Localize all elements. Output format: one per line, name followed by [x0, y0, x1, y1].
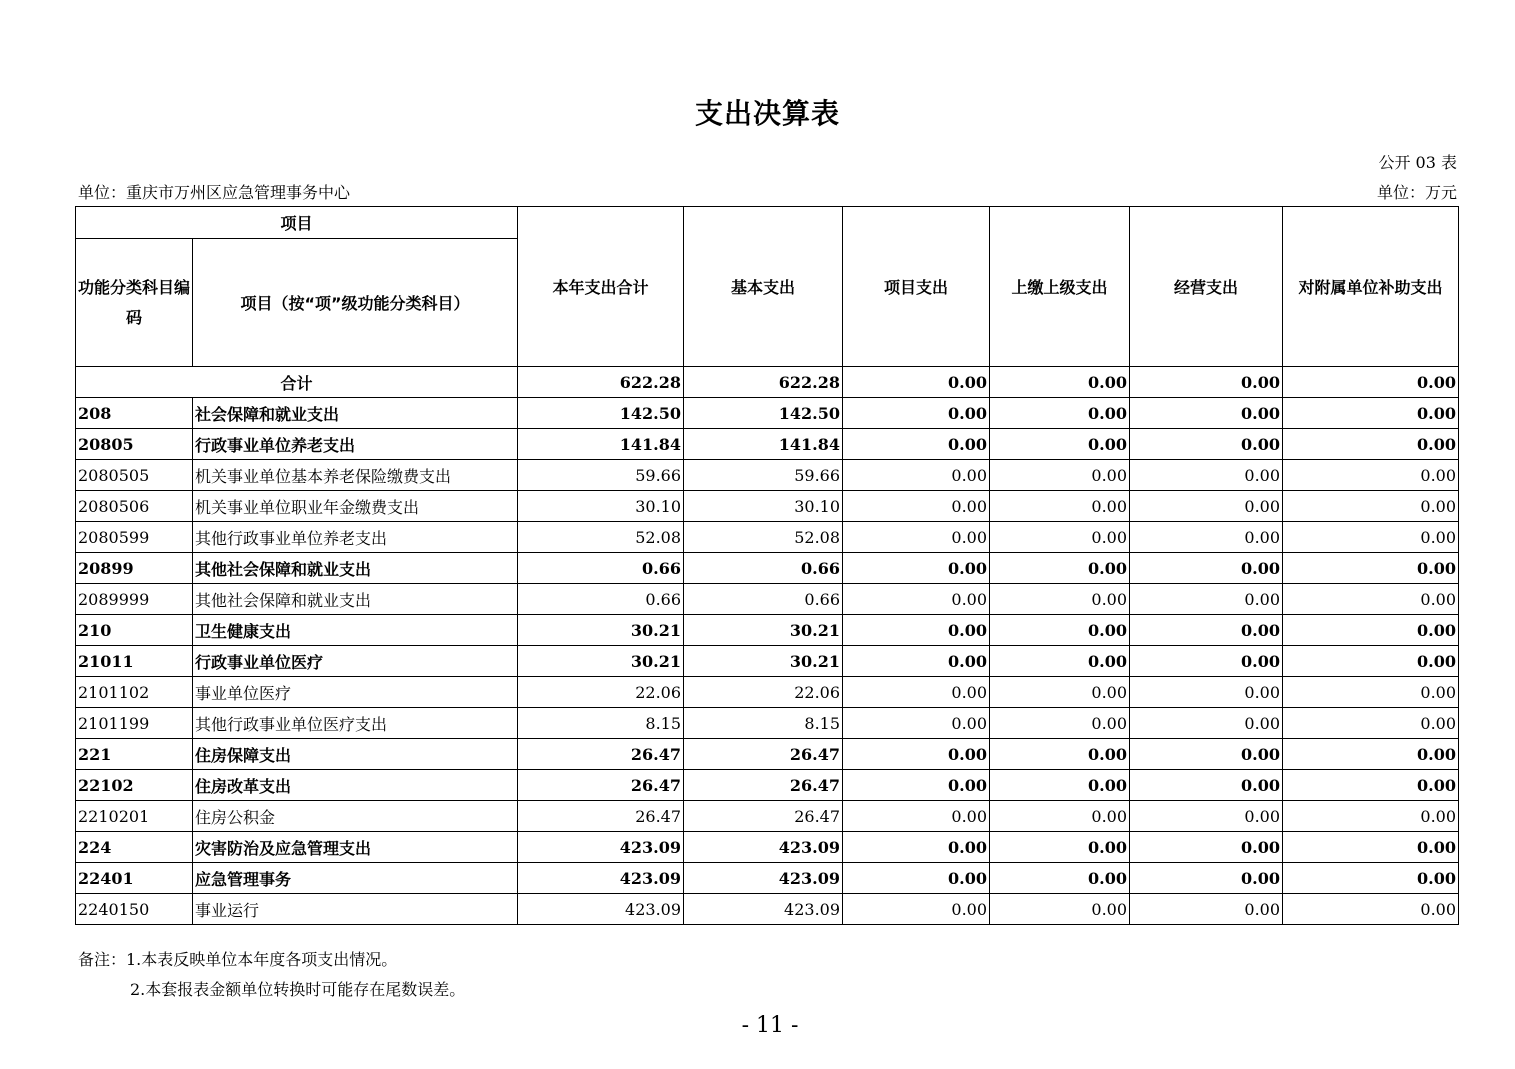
row-value: 8.15 [518, 708, 684, 739]
row-name: 其他社会保障和就业支出 [193, 553, 518, 584]
table-row [76, 615, 1459, 646]
row-value: 0.00 [990, 584, 1130, 615]
row-value: 0.00 [990, 491, 1130, 522]
row-name: 其他行政事业单位养老支出 [193, 522, 518, 553]
row-value: 0.00 [1130, 739, 1283, 770]
row-value: 0.66 [518, 553, 684, 584]
table-row [76, 522, 1459, 553]
row-code: 21011 [76, 646, 193, 677]
row-value: 0.00 [843, 894, 990, 925]
row-value: 0.00 [990, 708, 1130, 739]
total-value: 622.28 [518, 367, 684, 398]
header-subsidy: 对附属单位补助支出 [1283, 207, 1459, 367]
table-row [76, 708, 1459, 739]
row-value: 0.66 [684, 553, 843, 584]
total-row [76, 367, 1459, 398]
row-value: 0.00 [843, 615, 990, 646]
row-value: 30.21 [684, 646, 843, 677]
total-value: 0.00 [990, 367, 1130, 398]
row-code: 20899 [76, 553, 193, 584]
row-value: 0.00 [990, 615, 1130, 646]
row-value: 0.00 [1283, 646, 1459, 677]
row-value: 0.00 [990, 522, 1130, 553]
row-name: 机关事业单位职业年金缴费支出 [193, 491, 518, 522]
note-line-1: 备注：1.本表反映单位本年度各项支出情况。 [78, 950, 398, 969]
row-value: 8.15 [684, 708, 843, 739]
row-value: 0.00 [1283, 460, 1459, 491]
header-business: 经营支出 [1130, 207, 1283, 367]
row-name: 事业单位医疗 [193, 677, 518, 708]
row-value: 0.00 [843, 584, 990, 615]
row-value: 0.00 [990, 429, 1130, 460]
table-row [76, 398, 1459, 429]
row-value: 26.47 [518, 739, 684, 770]
row-code: 20805 [76, 429, 193, 460]
table-row [76, 739, 1459, 770]
row-value: 0.00 [843, 429, 990, 460]
row-code: 2101102 [76, 677, 193, 708]
row-value: 0.00 [990, 460, 1130, 491]
row-value: 0.00 [1130, 398, 1283, 429]
row-value: 26.47 [518, 770, 684, 801]
row-value: 22.06 [518, 677, 684, 708]
row-value: 0.00 [990, 863, 1130, 894]
row-value: 0.00 [1283, 584, 1459, 615]
row-value: 0.00 [1130, 801, 1283, 832]
unit-currency: 单位：万元 [1376, 183, 1457, 202]
row-value: 0.66 [684, 584, 843, 615]
row-code: 2101199 [76, 708, 193, 739]
row-value: 0.00 [843, 491, 990, 522]
row-value: 0.00 [990, 677, 1130, 708]
row-value: 0.00 [1130, 584, 1283, 615]
row-value: 59.66 [518, 460, 684, 491]
row-value: 0.00 [1130, 770, 1283, 801]
expenditure-table [75, 206, 1459, 925]
row-name: 住房公积金 [193, 801, 518, 832]
row-value: 26.47 [684, 801, 843, 832]
row-code: 22102 [76, 770, 193, 801]
row-value: 0.00 [1283, 615, 1459, 646]
row-value: 30.10 [684, 491, 843, 522]
row-value: 0.00 [843, 708, 990, 739]
row-value: 0.00 [1130, 646, 1283, 677]
table-row [76, 429, 1459, 460]
table-row [76, 770, 1459, 801]
row-value: 0.00 [1283, 522, 1459, 553]
page-title: 支出决算表 [694, 97, 840, 130]
row-value: 0.00 [1283, 770, 1459, 801]
row-value: 26.47 [684, 770, 843, 801]
row-value: 0.00 [1283, 863, 1459, 894]
table-row [76, 801, 1459, 832]
unit-organization: 单位：重庆市万州区应急管理事务中心 [78, 183, 351, 202]
table-row [76, 832, 1459, 863]
row-value: 0.00 [843, 801, 990, 832]
header-project-expenditure: 项目支出 [843, 207, 990, 367]
row-value: 0.00 [843, 739, 990, 770]
header-code: 功能分类科目编码 [76, 239, 193, 367]
header-basic: 基本支出 [684, 207, 843, 367]
row-name: 行政事业单位养老支出 [193, 429, 518, 460]
row-name: 灾害防治及应急管理支出 [193, 832, 518, 863]
row-value: 0.00 [843, 646, 990, 677]
row-value: 0.00 [843, 863, 990, 894]
row-value: 0.00 [1130, 894, 1283, 925]
row-value: 423.09 [684, 832, 843, 863]
row-code: 2080506 [76, 491, 193, 522]
row-code: 22401 [76, 863, 193, 894]
row-code: 2080599 [76, 522, 193, 553]
row-value: 22.06 [684, 677, 843, 708]
row-value: 0.00 [990, 770, 1130, 801]
row-code: 2089999 [76, 584, 193, 615]
note-line-2: 2.本套报表金额单位转换时可能存在尾数误差。 [130, 980, 466, 999]
row-value: 26.47 [518, 801, 684, 832]
row-value: 0.00 [1130, 522, 1283, 553]
row-value: 0.00 [1130, 429, 1283, 460]
row-name: 卫生健康支出 [193, 615, 518, 646]
table-row [76, 894, 1459, 925]
row-value: 0.00 [990, 646, 1130, 677]
total-label: 合计 [76, 367, 518, 398]
row-name: 住房保障支出 [193, 739, 518, 770]
row-name: 应急管理事务 [193, 863, 518, 894]
row-value: 30.21 [684, 615, 843, 646]
row-value: 0.00 [1130, 615, 1283, 646]
row-value: 0.00 [1130, 677, 1283, 708]
table-row [76, 553, 1459, 584]
row-value: 52.08 [684, 522, 843, 553]
row-value: 59.66 [684, 460, 843, 491]
row-value: 0.00 [1130, 460, 1283, 491]
row-value: 26.47 [684, 739, 843, 770]
row-value: 0.00 [843, 398, 990, 429]
row-name: 行政事业单位医疗 [193, 646, 518, 677]
row-value: 423.09 [684, 894, 843, 925]
notes [78, 945, 465, 1005]
row-value: 0.00 [843, 832, 990, 863]
row-value: 0.00 [1130, 553, 1283, 584]
row-value: 0.00 [843, 770, 990, 801]
total-value: 0.00 [1130, 367, 1283, 398]
row-value: 0.00 [1283, 553, 1459, 584]
row-name: 事业运行 [193, 894, 518, 925]
row-code: 221 [76, 739, 193, 770]
row-value: 423.09 [518, 863, 684, 894]
table-row [76, 491, 1459, 522]
row-value: 0.00 [1283, 739, 1459, 770]
header-name: 项目（按“项”级功能分类科目） [193, 239, 518, 367]
row-name: 其他社会保障和就业支出 [193, 584, 518, 615]
row-value: 423.09 [518, 894, 684, 925]
row-code: 2240150 [76, 894, 193, 925]
row-value: 0.00 [990, 894, 1130, 925]
table-row [76, 460, 1459, 491]
row-value: 0.00 [1283, 894, 1459, 925]
row-value: 0.00 [843, 460, 990, 491]
row-value: 141.84 [684, 429, 843, 460]
row-value: 0.00 [990, 553, 1130, 584]
total-value: 0.00 [843, 367, 990, 398]
table-row [76, 646, 1459, 677]
row-value: 423.09 [684, 863, 843, 894]
row-code: 224 [76, 832, 193, 863]
row-value: 0.00 [1283, 398, 1459, 429]
row-value: 0.00 [1130, 832, 1283, 863]
row-value: 0.00 [1283, 801, 1459, 832]
row-name: 其他行政事业单位医疗支出 [193, 708, 518, 739]
row-value: 0.00 [1283, 708, 1459, 739]
header-total: 本年支出合计 [518, 207, 684, 367]
row-code: 210 [76, 615, 193, 646]
total-value: 0.00 [1283, 367, 1459, 398]
row-value: 0.00 [990, 398, 1130, 429]
row-value: 0.00 [1130, 708, 1283, 739]
row-name: 机关事业单位基本养老保险缴费支出 [193, 460, 518, 491]
row-value: 142.50 [518, 398, 684, 429]
table-row [76, 863, 1459, 894]
row-name: 社会保障和就业支出 [193, 398, 518, 429]
row-value: 30.10 [518, 491, 684, 522]
row-value: 0.00 [843, 677, 990, 708]
row-value: 0.00 [1283, 429, 1459, 460]
row-code: 2080505 [76, 460, 193, 491]
row-value: 142.50 [684, 398, 843, 429]
row-value: 0.00 [1130, 863, 1283, 894]
table-row [76, 584, 1459, 615]
row-value: 0.00 [843, 553, 990, 584]
row-value: 0.66 [518, 584, 684, 615]
row-value: 0.00 [1283, 832, 1459, 863]
row-value: 0.00 [990, 801, 1130, 832]
table-row [76, 677, 1459, 708]
header-upper-level: 上缴上级支出 [990, 207, 1130, 367]
page-number: - 11 - [741, 1013, 799, 1038]
row-value: 0.00 [1283, 491, 1459, 522]
row-value: 30.21 [518, 646, 684, 677]
row-value: 0.00 [1130, 491, 1283, 522]
row-code: 208 [76, 398, 193, 429]
header-project: 项目 [76, 207, 518, 239]
row-value: 0.00 [990, 739, 1130, 770]
row-value: 0.00 [990, 832, 1130, 863]
total-value: 622.28 [684, 367, 843, 398]
row-value: 423.09 [518, 832, 684, 863]
row-value: 30.21 [518, 615, 684, 646]
row-value: 0.00 [1283, 677, 1459, 708]
row-value: 52.08 [518, 522, 684, 553]
row-value: 0.00 [843, 522, 990, 553]
row-code: 2210201 [76, 801, 193, 832]
row-value: 141.84 [518, 429, 684, 460]
row-name: 住房改革支出 [193, 770, 518, 801]
form-number: 公开 03 表 [1378, 153, 1457, 172]
